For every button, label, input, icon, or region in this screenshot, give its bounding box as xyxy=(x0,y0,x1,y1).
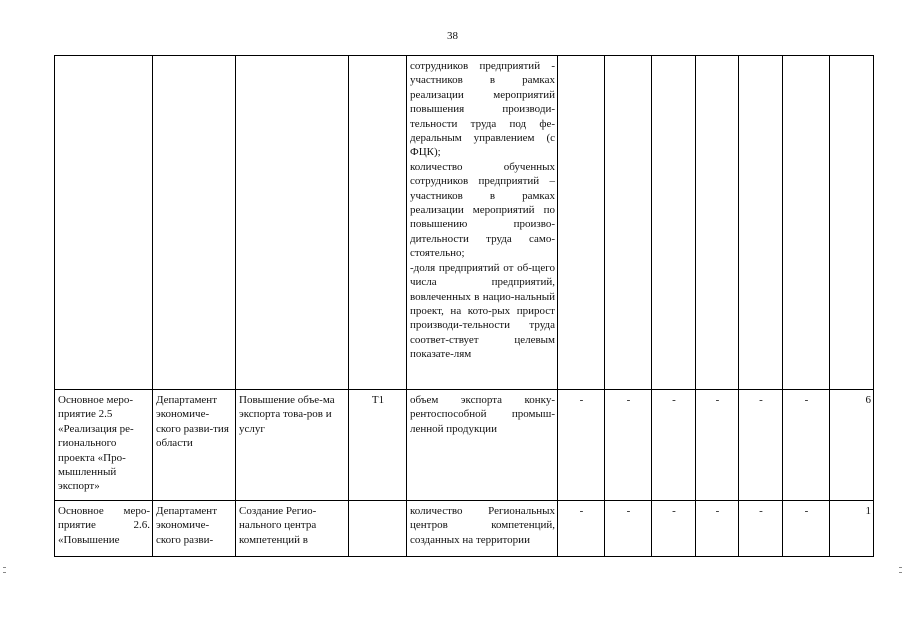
value-cell: - xyxy=(652,501,696,557)
executor-cell: Департамент экономиче-ского разви-тия области xyxy=(153,390,236,501)
result-cell: Повышение объе-ма экспорта това-ров и услуг xyxy=(236,390,349,501)
table-row xyxy=(55,501,874,557)
value-cell xyxy=(605,56,652,390)
value-cell xyxy=(783,56,830,390)
page-number: 38 xyxy=(447,30,458,42)
indicator-cell: сотрудников предприятий - участников в рамках реализации мероприятий повышения производи-тельности труда под фе-деральным управлением (с ФЦК); количество обученных сотрудников предприятий – участников в рамках реализации мероприятий по повышению произво-дительности труда само-стоятельно; -доля предприятий от об-щего числа предприятий, вовлеченных в нацио-нальный проект, на кото-рых прирост производи-тельности труда соответ-ствует целевым показате-лям xyxy=(407,56,558,390)
scan-artifact xyxy=(3,567,6,568)
indicator-cell: количество Региональных центров компетенций, созданных на территории xyxy=(407,501,558,557)
program-events-table xyxy=(54,55,874,557)
value-cell xyxy=(830,56,874,390)
value-cell xyxy=(652,56,696,390)
value-cell: 6 xyxy=(830,390,874,501)
value-cell xyxy=(696,56,739,390)
value-cell: - xyxy=(652,390,696,501)
indicator-cell: объем экспорта конку-рентоспособной промыш-ленной продукции xyxy=(407,390,558,501)
value-cell: - xyxy=(605,501,652,557)
code-cell xyxy=(349,56,407,390)
result-cell xyxy=(236,56,349,390)
value-cell: - xyxy=(605,390,652,501)
scan-artifact xyxy=(899,572,902,573)
executor-cell xyxy=(153,56,236,390)
value-cell: - xyxy=(783,501,830,557)
executor-cell: Департамент экономиче-ского разви- xyxy=(153,501,236,557)
table-row xyxy=(55,390,874,501)
value-cell: 1 xyxy=(830,501,874,557)
value-cell: - xyxy=(739,501,783,557)
value-cell xyxy=(558,56,605,390)
value-cell xyxy=(739,56,783,390)
code-cell xyxy=(349,501,407,557)
event-cell: Основное меро-приятие 2.5 «Реализация ре-гионального проекта «Про-мышленный экспорт» xyxy=(55,390,153,501)
scan-artifact xyxy=(899,567,902,568)
scan-artifact xyxy=(3,572,6,573)
value-cell: - xyxy=(696,390,739,501)
value-cell: - xyxy=(696,501,739,557)
value-cell: - xyxy=(558,501,605,557)
value-cell: - xyxy=(558,390,605,501)
event-cell xyxy=(55,56,153,390)
value-cell: - xyxy=(783,390,830,501)
result-cell: Создание Регио-нального центра компетенций в xyxy=(236,501,349,557)
table-row xyxy=(55,56,874,390)
value-cell: - xyxy=(739,390,783,501)
event-cell: Основное меро-приятие 2.6. «Повышение xyxy=(55,501,153,557)
code-cell: Т1 xyxy=(349,390,407,501)
